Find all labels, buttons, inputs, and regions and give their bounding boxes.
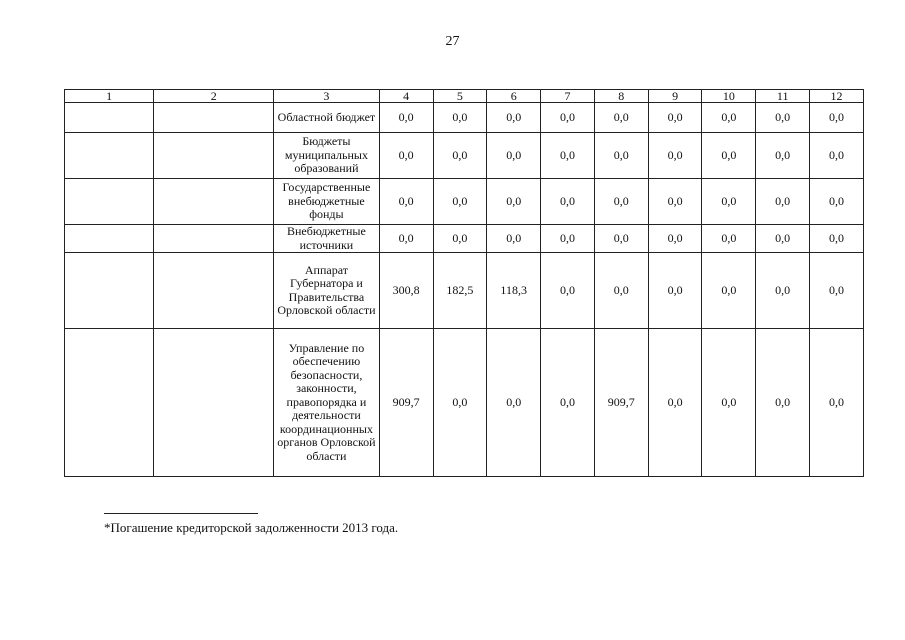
table-cell: 0,0	[594, 103, 648, 133]
table-cell	[154, 225, 274, 253]
table-cell: 0,0	[810, 225, 864, 253]
table-cell: 0,0	[433, 225, 487, 253]
table-cell: 0,0	[594, 253, 648, 329]
table-cell: 909,7	[379, 329, 433, 477]
funding-source: Аппарат Губернатора и Правительства Орловской области	[274, 253, 380, 329]
table-cell: 0,0	[648, 103, 702, 133]
footnote-divider	[104, 513, 258, 514]
table-cell: 0,0	[379, 133, 433, 179]
funding-source: Внебюджетные источники	[274, 225, 380, 253]
table-cell	[154, 179, 274, 225]
column-header: 10	[702, 90, 756, 103]
table-cell: 0,0	[541, 179, 595, 225]
table-cell: 0,0	[541, 329, 595, 477]
table-cell: 0,0	[541, 253, 595, 329]
funding-source: Бюджеты муниципальных образований	[274, 133, 380, 179]
table-cell: 182,5	[433, 253, 487, 329]
table-cell: 0,0	[594, 225, 648, 253]
table-cell: 0,0	[702, 225, 756, 253]
table-cell: 0,0	[702, 329, 756, 477]
page-number: 27	[445, 34, 460, 49]
table-cell	[154, 133, 274, 179]
table-cell	[65, 329, 154, 477]
budget-table	[64, 89, 864, 477]
table-row	[65, 179, 864, 225]
table-cell: 0,0	[810, 253, 864, 329]
table-cell: 0,0	[702, 133, 756, 179]
table-row	[65, 103, 864, 133]
table-cell: 0,0	[756, 179, 810, 225]
table-cell: 300,8	[379, 253, 433, 329]
table-cell: 0,0	[541, 103, 595, 133]
table-cell: 0,0	[594, 179, 648, 225]
table-cell: 0,0	[810, 103, 864, 133]
table-cell: 0,0	[756, 253, 810, 329]
table-cell: 0,0	[379, 179, 433, 225]
table-cell: 0,0	[433, 133, 487, 179]
table-cell	[65, 253, 154, 329]
funding-source: Управление по обеспечению безопасности, законности, правопорядка и деятельности координационных органов Орловской области	[274, 329, 380, 477]
table-cell: 0,0	[379, 103, 433, 133]
column-header: 12	[810, 90, 864, 103]
table-cell: 0,0	[433, 103, 487, 133]
table-cell: 0,0	[487, 133, 541, 179]
table-cell: 0,0	[433, 329, 487, 477]
table-cell: 0,0	[648, 329, 702, 477]
table-cell: 0,0	[756, 103, 810, 133]
table-header-row	[65, 90, 864, 103]
table-row	[65, 329, 864, 477]
column-header: 7	[541, 90, 595, 103]
table-cell	[65, 179, 154, 225]
table-cell: 0,0	[810, 179, 864, 225]
table-cell: 0,0	[648, 133, 702, 179]
table-cell	[154, 253, 274, 329]
footnote: *Погашение кредиторской задолженности 2013 года.	[104, 520, 399, 535]
table-cell: 118,3	[487, 253, 541, 329]
funding-source: Государственные внебюджетные фонды	[274, 179, 380, 225]
funding-source: Областной бюджет	[274, 103, 380, 133]
table-cell: 0,0	[810, 133, 864, 179]
column-header: 4	[379, 90, 433, 103]
table-cell	[65, 133, 154, 179]
table-cell: 0,0	[648, 225, 702, 253]
table-cell: 0,0	[648, 179, 702, 225]
column-header: 1	[65, 90, 154, 103]
table-cell: 0,0	[756, 133, 810, 179]
table-cell: 0,0	[487, 225, 541, 253]
table-cell	[154, 329, 274, 477]
column-header: 6	[487, 90, 541, 103]
table-cell: 0,0	[379, 225, 433, 253]
table-row	[65, 133, 864, 179]
table-cell: 0,0	[648, 253, 702, 329]
table-row	[65, 225, 864, 253]
table-cell: 0,0	[541, 225, 595, 253]
column-header: 2	[154, 90, 274, 103]
table-cell: 0,0	[594, 133, 648, 179]
table-cell	[65, 225, 154, 253]
table-cell: 0,0	[487, 179, 541, 225]
table-cell: 0,0	[756, 329, 810, 477]
table-cell: 0,0	[541, 133, 595, 179]
table-cell: 0,0	[702, 179, 756, 225]
column-header: 11	[756, 90, 810, 103]
table-cell: 0,0	[487, 329, 541, 477]
column-header: 3	[274, 90, 380, 103]
table-cell: 0,0	[702, 103, 756, 133]
table-row	[65, 253, 864, 329]
table-cell: 0,0	[487, 103, 541, 133]
column-header: 5	[433, 90, 487, 103]
table-cell: 0,0	[756, 225, 810, 253]
table-cell: 0,0	[702, 253, 756, 329]
table-cell: 909,7	[594, 329, 648, 477]
table-cell: 0,0	[810, 329, 864, 477]
column-header: 9	[648, 90, 702, 103]
column-header: 8	[594, 90, 648, 103]
table-cell	[65, 103, 154, 133]
table-cell	[154, 103, 274, 133]
table-cell: 0,0	[433, 179, 487, 225]
